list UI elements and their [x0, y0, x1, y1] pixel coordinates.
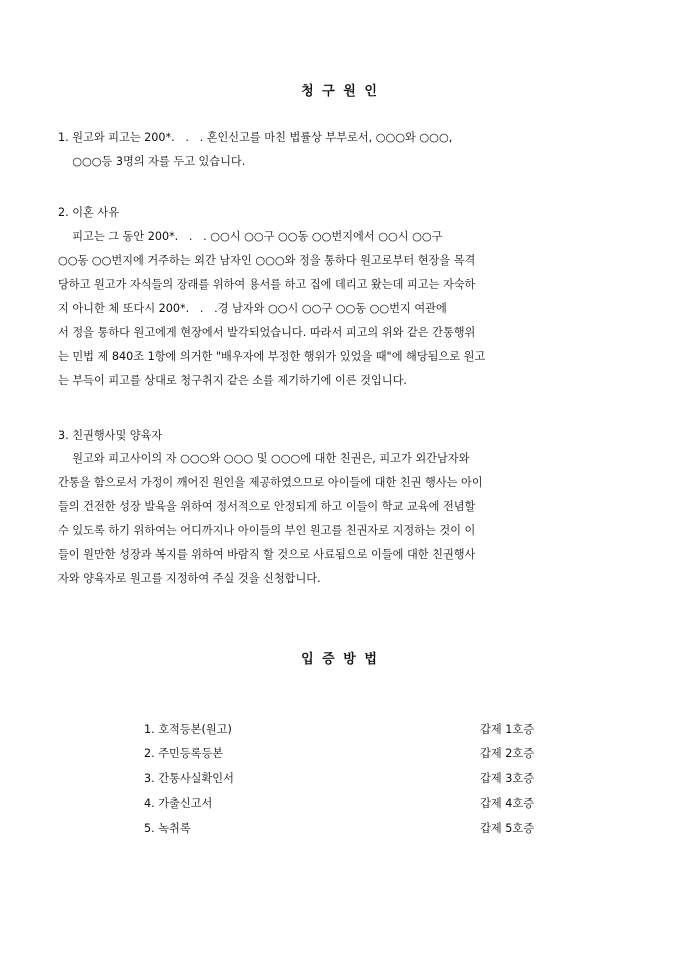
evidence-code: 갑제 2호증	[480, 747, 534, 760]
section-2-line: 는 부득이 피고를 상대로 청구취지 같은 소를 제기하기에 이른 것입니다.	[58, 374, 407, 387]
section-1-marriage	[58, 126, 624, 174]
section-1-line: ○○○등 3명의 자를 두고 있습니다.	[58, 155, 246, 168]
section-2-line: ○○동 ○○번지에 거주하는 외간 남자인 ○○○와 정을 통하다 원고로부터 현장을 목격	[58, 254, 476, 267]
evidence-item	[144, 795, 534, 817]
evidence-name: 1. 호적등본(원고)	[144, 723, 232, 736]
evidence-item	[144, 770, 534, 792]
section-2-heading	[58, 201, 624, 225]
evidence-item	[144, 721, 534, 743]
evidence-name: 3. 간통사실확인서	[144, 772, 234, 785]
evidence-name: 5. 녹취록	[144, 822, 191, 835]
evidence-code: 갑제 4호증	[480, 797, 534, 810]
evidence-code: 갑제 1호증	[480, 723, 534, 736]
section-1-line: 1. 원고와 피고는 200*. . . 혼인신고를 마친 법률상 부부로서, ○○○와 ○○○,	[58, 131, 453, 144]
cause-title: 청 구 원 인	[301, 84, 379, 99]
section-3-line: 들이 원만한 성장과 복지를 위하여 바람직 할 것으로 사료됨으로 이들에 대한 친권행사	[58, 548, 476, 561]
section-3-heading	[58, 424, 624, 448]
evidence-name: 4. 가출신고서	[144, 797, 213, 810]
section-2-line: 당하고 원고가 자식들의 장래를 위하여 용서를 하고 집에 데리고 왔는데 피고는 자숙하	[58, 278, 476, 291]
section-2-line: 지 아니한 체 또다시 200*. . .경 남자와 ○○시 ○○구 ○○동 ○○번지 여관에	[58, 302, 447, 315]
section-2-line: 서 정을 통하다 원고에게 현장에서 발각되었습니다. 따라서 피고의 위와 같은 간통행위	[58, 326, 476, 339]
section-3-line: 들의 건전한 성장 발육을 위하여 정서적으로 안정되게 하고 이들이 학교 교육에 전념할	[58, 500, 476, 513]
evidence-title: 입 증 방 법	[301, 652, 379, 667]
evidence-item	[144, 820, 534, 842]
section-3-line: 원고와 피고사이의 자 ○○○와 ○○○ 및 ○○○에 대한 친권은, 피고가 외간남자와	[58, 452, 470, 465]
evidence-code: 갑제 5호증	[480, 822, 534, 835]
section-2-line: 는 민법 제 840조 1항에 의거한 "배우자에 부정한 행위가 있었을 때"에 해당됨으로 원고	[58, 350, 486, 363]
evidence-name: 2. 주민등록등본	[144, 747, 224, 760]
section-2-line: 피고는 그 동안 200*. . . ○○시 ○○구 ○○동 ○○번지에서 ○○시 ○○구	[58, 230, 443, 243]
evidence-item	[144, 745, 534, 767]
section-3-line: 수 있도록 하기 위하여는 어디까지나 아이들의 부인 원고를 친권자로 지정하는 것이 이	[58, 524, 476, 537]
section-3-custody	[58, 447, 624, 591]
section-3-line: 간통을 함으로서 가정이 깨어진 원인을 제공하였으므로 아이들에 대한 친권 행사는 아이	[58, 476, 483, 489]
section-2-heading-text: 2. 이혼 사유	[58, 206, 120, 219]
evidence-code: 갑제 3호증	[480, 772, 534, 785]
section-2-divorce-reason	[58, 225, 624, 393]
section-3-line: 자와 양육자로 원고를 지정하여 주실 것을 신청합니다.	[58, 572, 321, 585]
section-3-heading-text: 3. 친권행사및 양육자	[58, 429, 163, 442]
